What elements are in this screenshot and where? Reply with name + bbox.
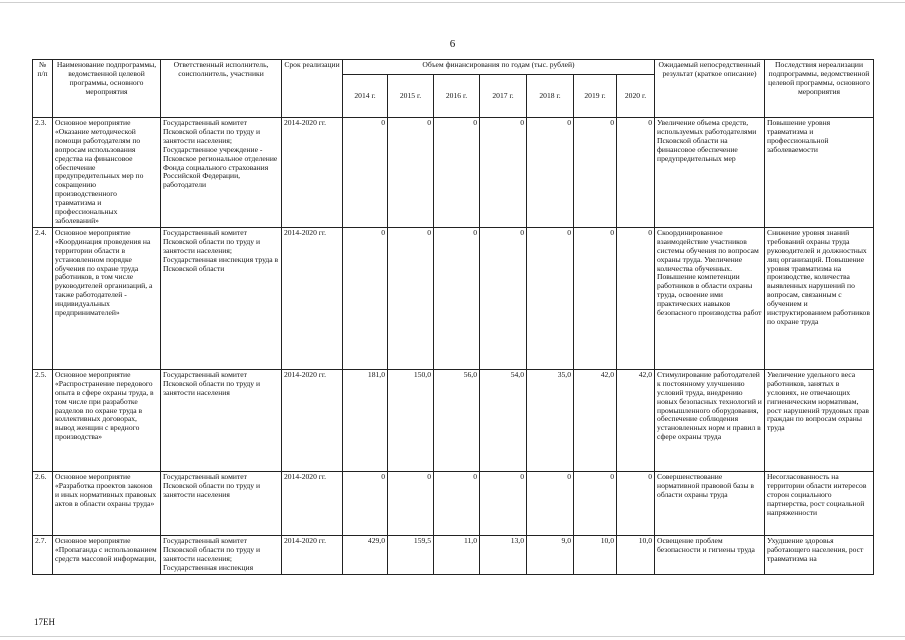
row-value: 0: [574, 471, 617, 535]
row-result: Скоординированное взаимодействие участников системы обучения по вопросам охраны труда. Увеличение количества обученных. Повышение компетенции работников в области охраны труда, освоение ими практических навыков безопасного производства работ: [655, 227, 765, 369]
row-value: 0: [527, 118, 574, 228]
header-year: 2016 г.: [434, 75, 480, 118]
row-value: 9,0: [527, 535, 574, 574]
row-value: 0: [480, 118, 527, 228]
row-executor: Государственный комитет Псковской области по труду и занятости населения; Государственное учреждение - Псковское региональное отделение Фонда социального страхования Российской Федерации, работодатели: [161, 118, 282, 228]
row-consequences: Ухудшение здоровья работающего населения, рост травматизма на: [765, 535, 874, 574]
header-row: [33, 60, 874, 75]
row-executor: Государственный комитет Псковской области по труду и занятости населения; Государственная инспекция: [161, 535, 282, 574]
row-name: Основное мероприятие «Разработка проектов законов и иных нормативных правовых актов в области охраны труда»: [53, 471, 161, 535]
row-result: Освещение проблем безопасности и гигиены труда: [655, 535, 765, 574]
row-name: Основное мероприятие «Распространение передового опыта в сфере охраны труда, в том числе при разработке разделов по охране труда в коллективных договорах, вывод женщин с вредного производства»: [53, 369, 161, 471]
header-num: № п/п: [33, 60, 53, 118]
row-value: 54,0: [480, 369, 527, 471]
row-consequences: Снижение уровня знаний требований охраны труда руководителей и должностных лиц организаций. Повышение уровня травматизма на производстве, количества выявленных нарушений по вопросам, связанным с обучением и инструктированием работников по охране труда: [765, 227, 874, 369]
row-value: 0: [343, 118, 388, 228]
header-year: 2015 г.: [388, 75, 434, 118]
row-executor: Государственный комитет Псковской области по труду и занятости населения: [161, 369, 282, 471]
row-num: 2.3.: [33, 118, 53, 228]
row-value: 181,0: [343, 369, 388, 471]
row-period: 2014-2020 гг.: [282, 471, 343, 535]
header-year: 2017 г.: [480, 75, 527, 118]
scan-top-edge: [0, 2, 905, 3]
row-executor: Государственный комитет Псковской области по труду и занятости населения; Государственная инспекция труда в Псковской области: [161, 227, 282, 369]
row-value: 13,0: [480, 535, 527, 574]
row-value: 0: [617, 118, 655, 228]
header-year: 2014 г.: [343, 75, 388, 118]
row-num: 2.6.: [33, 471, 53, 535]
row-value: 11,0: [434, 535, 480, 574]
row-value: 0: [480, 227, 527, 369]
header-year: 2018 г.: [527, 75, 574, 118]
row-executor: Государственный комитет Псковской области по труду и занятости населения: [161, 471, 282, 535]
footer-code: 17ЕН: [34, 617, 55, 627]
row-value: 150,0: [388, 369, 434, 471]
row-name: Основное мероприятие «Оказание методической помощи работодателям по вопросам использования средства на финансовое обеспечение предупредительных мер по сокращению производственного травматизма и профессиональных заболеваний»: [53, 118, 161, 228]
scan-bottom-edge: [0, 636, 905, 637]
row-period: 2014-2020 гг.: [282, 535, 343, 574]
program-measures-table: [32, 59, 874, 575]
row-value: 0: [343, 471, 388, 535]
row-value: 0: [434, 227, 480, 369]
table-row: [33, 118, 874, 228]
table-row: [33, 369, 874, 471]
row-consequences: Повышение уровня травматизма и профессиональной заболеваемости: [765, 118, 874, 228]
row-num: 2.4.: [33, 227, 53, 369]
row-value: 0: [480, 471, 527, 535]
row-value: 0: [574, 227, 617, 369]
row-value: 42,0: [574, 369, 617, 471]
header-period: Срок реализации: [282, 60, 343, 118]
row-value: 0: [343, 227, 388, 369]
table-row: [33, 227, 874, 369]
row-consequences: Несогласованность на территории области интересов сторон социального партнерства, рост социальной напряженности: [765, 471, 874, 535]
header-executor: Ответственный исполнитель, соисполнитель, участники: [161, 60, 282, 118]
row-value: 56,0: [434, 369, 480, 471]
row-value: 0: [574, 118, 617, 228]
table-row: [33, 535, 874, 574]
row-result: Увеличение объема средств, используемых работодателями Псковской области на финансовое обеспечение предупредительных мер: [655, 118, 765, 228]
row-consequences: Увеличение удельного веса работников, занятых в условиях, не отвечающих гигиеническим нормативам, рост нарушений трудовых прав граждан по вопросам охраны труда: [765, 369, 874, 471]
row-value: 0: [388, 118, 434, 228]
row-value: 42,0: [617, 369, 655, 471]
row-value: 0: [388, 227, 434, 369]
header-result: Ожидаемый непосредственный результат (краткое описание): [655, 60, 765, 118]
row-value: 10,0: [574, 535, 617, 574]
row-period: 2014-2020 гг.: [282, 369, 343, 471]
row-value: 429,0: [343, 535, 388, 574]
row-period: 2014-2020 гг.: [282, 118, 343, 228]
row-num: 2.5.: [33, 369, 53, 471]
row-value: 10,0: [617, 535, 655, 574]
row-value: 0: [388, 471, 434, 535]
header-year: 2019 г.: [574, 75, 617, 118]
row-value: 35,0: [527, 369, 574, 471]
header-name: Наименование подпрограммы, ведомственной целевой программы, основного мероприятия: [53, 60, 161, 118]
header-funding: Объем финансирования по годам (тыс. рублей): [343, 60, 655, 75]
row-value: 0: [527, 227, 574, 369]
row-value: 0: [434, 118, 480, 228]
row-period: 2014-2020 гг.: [282, 227, 343, 369]
row-name: Основное мероприятие «Пропаганда с использованием средств массовой информации,: [53, 535, 161, 574]
row-result: Совершенствование нормативной правовой базы в области охраны труда: [655, 471, 765, 535]
header-consequences: Последствия нереализации подпрограммы, ведомственной целевой программы, основного мероприятия: [765, 60, 874, 118]
page-number: 6: [449, 38, 456, 50]
table-row: [33, 471, 874, 535]
header-year: 2020 г.: [617, 75, 655, 118]
row-num: 2.7.: [33, 535, 53, 574]
row-value: 0: [617, 471, 655, 535]
row-value: 159,5: [388, 535, 434, 574]
row-value: 0: [617, 227, 655, 369]
row-value: 0: [434, 471, 480, 535]
row-result: Стимулирование работодателей к постоянному улучшению условий труда, внедрению новых безопасных технологий и промышленного оборудования, обеспечение соблюдения установленных норм и правил в сфере охраны труда: [655, 369, 765, 471]
row-name: Основное мероприятие «Координация проведения на территории области в установленном порядке обучения по охране труда работников, в том числе руководителей организаций, а также работодателей - индивидуальных предпринимателей»: [53, 227, 161, 369]
row-value: 0: [527, 471, 574, 535]
